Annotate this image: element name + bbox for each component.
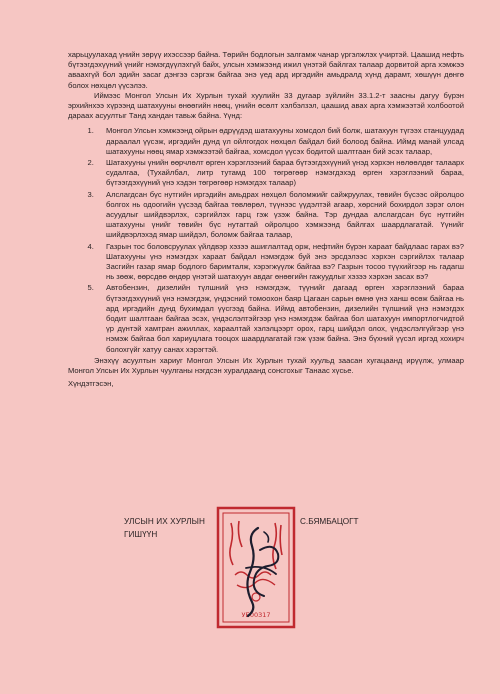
question-item-4: 4. Газрын тос боловсруулах үйлдвэр хэзээ ашиглалтад орж, нефтийн бүрэн хараат байдлаас гарах вэ? Шатахууны үнэ нэмэгдэх хараат байдал нэмэгдэж буй энэ эрсдэлээс хэрхэн сэргийлэх талаар Засгийн газар ямар бодлого баримталж, хэрэгжүүлж байгаа вэ? Газрын тосоо түүхийгээр нь гадагш нь зөөж, өөрсдөө өндөр үнэтэй шатахуун авдаг өнөөгийн гажуудлыг хэзээ хэрхэн засах вэ? bbox=[96, 242, 464, 283]
question-list bbox=[68, 126, 464, 354]
signer-title-line2: ГИШҮҮН bbox=[124, 530, 158, 539]
paragraph-intro: Иймээс Монгол Улсын Их Хурлын тухай хуулийн 33 дугаар зүйлийн 33.1.2-т заасны дагуу бүрэн эрхийнхээ хүрээнд шатахууны өнөөгийн нөөц, үнийн өсөлт хэлбэлзэл, цаашид авах арга хэмжээтэй холбоотой дараах асуултыг Танд хандан тавьж байна. Үүнд: bbox=[68, 90, 464, 121]
paragraph-closing: Энэхүү асуултын хариуг Монгол Улсын Их Хурлын тухай хуульд заасан хугацаанд ирүүлж, улмаар Монгол Улсын Их Хурлын чуулганы нэгдсэн хуралдаанд сонсгохыг Танаас хүсье. bbox=[68, 355, 464, 376]
question-item-2: 2. Шатахууны үнийн өөрчлөлт өрген хэрэглээний бараа бүтээгдэхүүний үнэд хэрхэн нөлөөлдөг талаарх судалгаа, (Тухайлбал, литр тутамд 100 төгрөгөөр нэмэгдэхэд өрген хэрэглээний бараа, бүтээгдэхүүний үнэ хэдэн төгрөгөөр нэмэгдэх талаар) bbox=[96, 158, 464, 189]
paragraph-continued: харьцуулахад үнийн зөрүү ихэссээр байна. Төрийн бодлогын залгамж чанар үргэлжлэх үчиртэй. Цаашид нефть бүтээгдэхүүний үнийг нэмэгдүүлэхгүй байх, улсын хэмжээнд ижил үнэтэй байлгах талаар дорвитой арга хэмжээ аваахгүй бол эдийн засаг дэнгээ сэргэж байгаа энэ үед ард иргэдийн амьдралд хүнд дарамт, хөшүүн дөнгө болох нөхцөл үүсэлээ. bbox=[68, 50, 464, 90]
handwritten-signature bbox=[200, 510, 320, 630]
question-item-3: 3. Алслагдсан бүс нутгийн иргэдийн амьдрах нөхцөл боломжийг сайжруулах, төвийн бүсээс ойролцоо болгох нь одоогийн үүсээд байгаа төвлөрөл, түүнээс үүдэлтэй агаар, хөрсний бохирдол зэрэг олон асуудлыг шийдвэрлэх, сэргийлэх гарц гэж үзэж байна. Тэр дундаа алслагдсан бүс нутгийн шатахууны үнийг төвийн бүс нутагтай ойролцоо хэмжээнд байлгах шаардлагатай. Үүнийг шийдвэрлэхэд ямар шийдэл, боломж байгаа талаар, bbox=[96, 190, 464, 241]
question-item-5: 5. Автобензин, дизелийн түлшний үнэ нэмэгдэж, түүнийг дагаад өрген хэрэглээний бараа бүтээгдэхүүний үнэ нэмэгдэж, үндэсний томоохон баяр Цагаан сарын өмнө үнэ ханш өсөж байгаа нь ард иргэдийн дунд бухимдал үүсгээд байна. Иймд автобензин, дизелийн түлшний үнэ нэмэгдэх бодит шалтгаан байгаа эсэх, үндэслэлтэйгээр үнэ нэмэгдэж байгаа бол шатахуун импортлогчидтой үр дүнтэй хамтран ажиллах, хараалтай хэлэлцээрт орох, гарц шийдэл олох, үндэслэлгүйгээр үнэ нэмэж байгаа бол хариуцлага тооцох шаардлагатай гэж үзэж байна. Энэ бүхний үүсэл иргэд хохирч болохгүйг хатуу санах хэрэгтэй. bbox=[96, 283, 464, 354]
question-item-1: 1. Монгол Улсын хэмжээнд ойрын өдрүүдэд шатахууны хомсдол бий болж, шатахуун түгээх станцуудад дараалал үүсэж, иргэдийн дунд үл ойлгогдох нөхцөл байдал бий болоод байна. Иймд манай улсад шатахууны нөөц ямар хэмжээтэй байгаа, хомсдол үүсэх бодитой шалтгаан бий эсэх талаар, bbox=[96, 126, 464, 157]
stamp-code: УБ00317 bbox=[241, 611, 271, 619]
signer-title-line1: УЛСЫН ИХ ХУРЛЫН bbox=[124, 517, 205, 526]
regards-line: Хүндэтгэсэн, bbox=[68, 379, 114, 389]
signature-block bbox=[0, 505, 500, 645]
signer-name: С.БЯМБАЦОГТ bbox=[300, 517, 359, 526]
